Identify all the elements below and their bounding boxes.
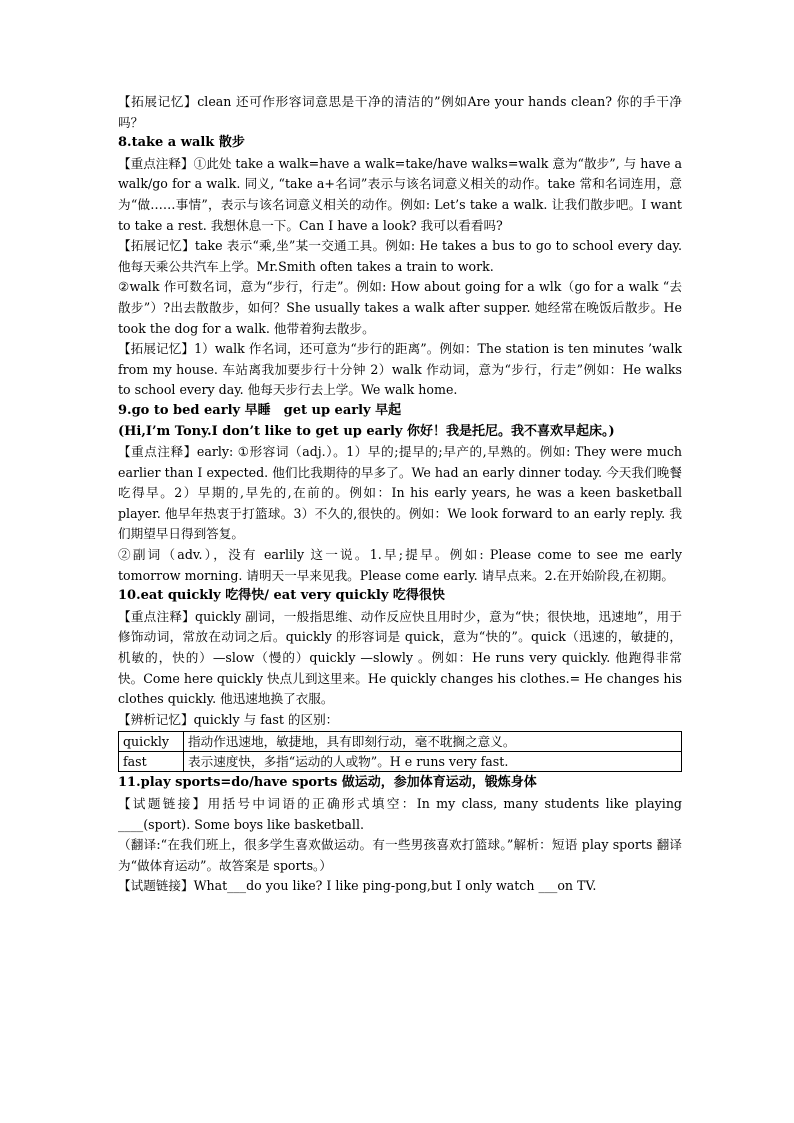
paragraph-early-adjective: 【重点注释】early: ①形容词（adj.）。1）早的;提早的;早产的,早熟的。例如: They were much earlier than I expected. 他们比我期待的早多了。We had an early dinner today. 今天我们晚餐吃得早。2）早期的,早先的,在前的。例如：In his early years, he was a keen basketball player. 他早年热衷于打篮球。3）不久的,很快的。例如：We look forward to an early reply. 我们期望早日得到答复。 [118,444,682,542]
paragraph-walk-noun: ②walk 作可数名词，意为“步行，行走”。例如: How about going for a wlk（go for a walk “去散步”）?出去散散步，如何？She usually takes a walk after supper. 她经常在晚饭后散步。He took the dog for a walk. 他带着狗去散步。 [118,279,682,336]
paragraph-exercise-question: 【试题链接】What___do you like? I like ping-pong,but I only watch ___on TV. [118,878,597,894]
paragraph-take-transport: 【拓展记忆】take 表示“乘,坐”某一交通工具。例如: He takes a bus to go to school every day. 他每天乘公共汽车上学。Mr.Smith often takes a train to work. [118,238,682,274]
heading-take-a-walk: 8.take a walk 散步 [118,135,245,151]
paragraph-quickly-fast-compare: 【辨析记忆】quickly 与 fast 的区别： [118,711,339,727]
heading-tony-example: (Hi,I’m Tony.I don’t like to get up early 你好！我是托尼。我不喜欢早起床。) [118,423,615,439]
document-page [118,92,682,897]
paragraph-walk-distance: 【拓展记忆】1）walk 作名词，还可意为“步行的距离”。例如：The station is ten minutes ’walk from my house. 车站离我加要步行十分钟 2）walk 作动词，意为“步行，行走”例如：He walks to school every day. 他每天步行去上学。We walk home. [118,341,682,398]
paragraph-take-walk-note: 【重点注释】①此处 take a walk=have a walk=take/have walks=walk 意为“散步”, 与 have a walk/go for a walk. 同义, “take a+名词”表示与该名词意义相关的动作。take 常和名词连用，意为“做……事情”，表示与该名词意义相关的动作。例如: Let’s take a walk. 让我们散步吧。I want to take a rest. 我想休息一下。Can I have a look? 我可以看看吗? [118,155,682,233]
table-cell-word: fast [119,752,184,772]
paragraph-quickly-note: 【重点注释】quickly 副词，一般指思维、动作反应快且用时少，意为“快；很快地，迅速地”，用于修饰动词，常放在动词之后。quickly 的形容词是 quick，意为“快的”。quick（迅速的，敏捷的，机敏的，快的）—slow（慢的）quickly —slowly 。例如：He runs very quickly. 他跑得非常快。Come here quickly 快点儿到这里来。He quickly changes his clothes.= He changes his clothes quickly. 他迅速地换了衣服。 [118,608,682,707]
paragraph-exercise-fill-in: 【试题链接】用括号中词语的正确形式填空：In my class, many students like playing ____(sport). Some boys like basketball. [118,796,682,832]
quickly-fast-table [118,731,682,772]
paragraph-exercise-translation: （翻译:“在我们班上，很多学生喜欢做运动。有一些男孩喜欢打篮球。”解析：短语 play sports 翻译为“做体育运动”。故答案是 sports。） [118,837,682,873]
paragraph-clean-expansion: 【拓展记忆】clean 还可作形容词意思是干净的清洁的”例如Are your hands clean? 你的手干净吗？ [118,94,682,130]
table-cell-meaning: 指动作迅速地，敏捷地，具有即刻行动，毫不耽搁之意义。 [184,732,682,752]
table-cell-meaning: 表示速度快，多指“运动的人或物”。H e runs very fast. [184,752,682,772]
paragraph-early-adverb: ②副词（adv.），没有 earlily 这一说。1.早;提早。例如: Please come to see me early tomorrow morning. 请明天一早来见我。Please come early. 请早点来。2.在开始阶段,在初期。 [118,547,682,583]
heading-play-sports: 11.play sports=do/have sports 做运动，参加体育运动，锻炼身体 [118,775,537,791]
table-cell-word: quickly [119,732,184,752]
table-row [119,752,682,772]
heading-go-to-bed-early: 9.go to bed early 早睡 get up early 早起 [118,402,402,418]
table-row [119,732,682,752]
heading-eat-quickly: 10.eat quickly 吃得快/ eat very quickly 吃得很快 [118,588,445,604]
